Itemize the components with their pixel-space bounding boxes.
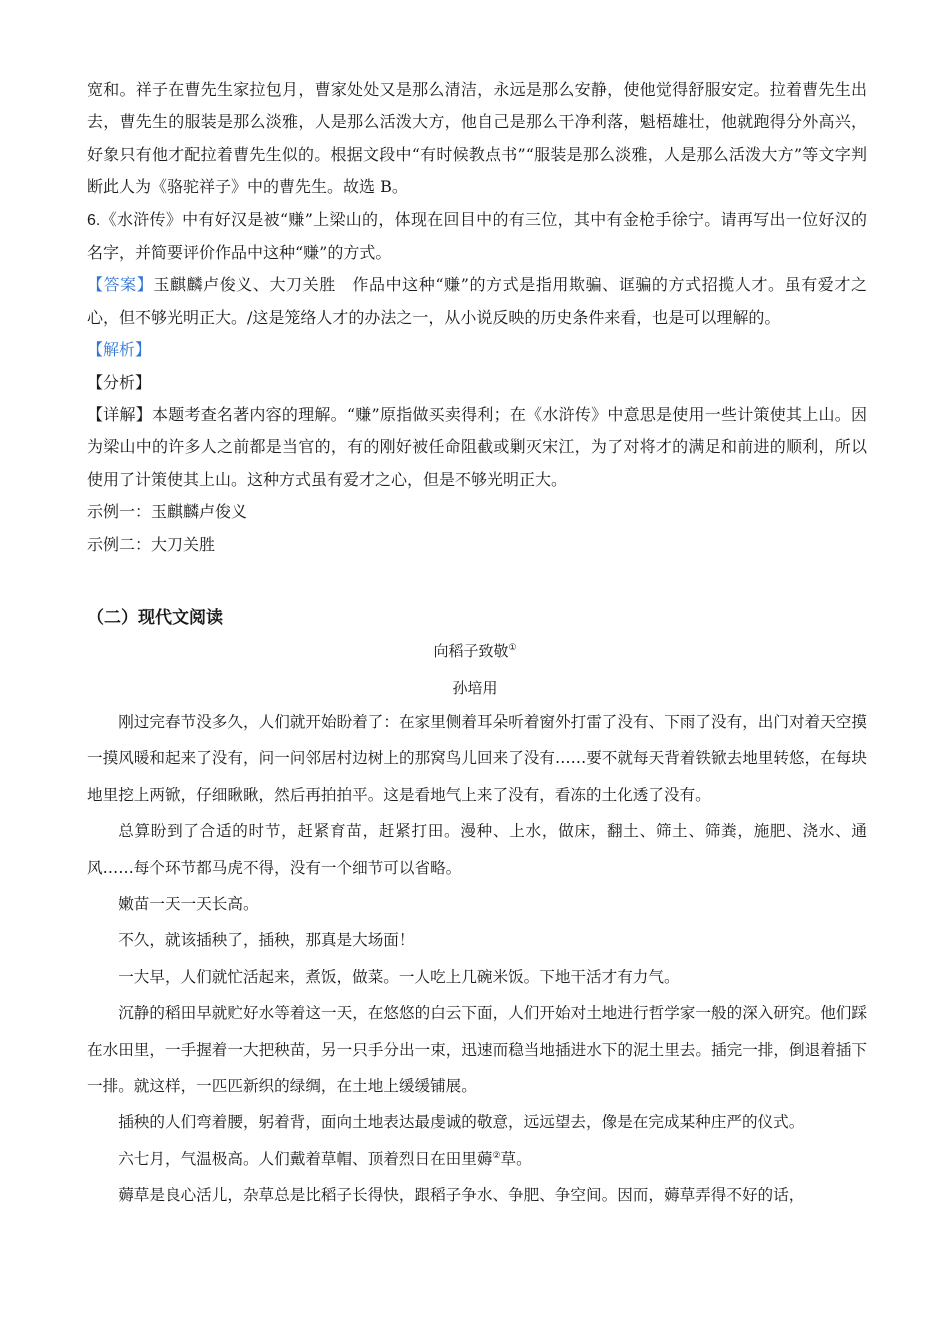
article-paragraph: 插秧的人们弯着腰，躬着背，面向土地表达最虔诚的敬意，远远望去，像是在完成某种庄严的仪式。 <box>118 1113 805 1132</box>
article-paragraph: 总算盼到了合适的时节，赶紧育苗，赶紧打田。漫种、上水，做床，翻土、筛土、筛粪，施肥、浇水、通风……每个环节都马虎不得，没有一个细节可以省略。 <box>87 822 867 877</box>
article-paragraph: 不久，就该插秧了，插秧，那真是大场面！ <box>118 931 415 950</box>
question-6-text: 《水浒传》中有好汉是被“赚”上梁山的，体现在回目中的有三位，其中有金枪手徐宁。请再写出一位好汉的名字，并简要评价作品中这种“赚”的方式。 <box>87 209 867 263</box>
question-number: 6. <box>87 211 101 229</box>
article-paragraph <box>87 1141 867 1177</box>
article-paragraph: 一大早，人们就忙活起来，煮饭，做菜。一人吃上几碗米饭。下地干活才有力气。 <box>118 967 680 986</box>
detail-paragraph <box>87 399 867 496</box>
jiexi-label: 【解析】 <box>87 340 152 360</box>
paragraph-8-b: 草。 <box>500 1149 532 1168</box>
article-body <box>87 704 867 1214</box>
footnote-mark-2: ② <box>492 1150 501 1161</box>
example-2: 示例二：大刀关胜 <box>87 534 216 554</box>
detail-text: 本题考查名著内容的理解。“赚”原指做买卖得利；在《水浒传》中意思是使用一些计策使其上山。因为梁山中的许多人之前都是当官的，有的刚好被任命阻截或剿灭宋江，为了对将才的满足和前进的顺利，所以使用了计策使其上山。这种方式虽有爱才之心，但是不够光明正大。 <box>87 405 867 489</box>
article-paragraph: 沉静的稻田早就贮好水等着这一天，在悠悠的白云下面，人们开始对土地进行哲学家一般的深入研究。他们踩在水田里，一手握着一大把秧苗，另一只手分出一束，迅速而稳当地插进水下的泥土里去。插完一排，倒退着插下一排。就这样，一匹匹新织的绿绸，在土地上缓缓铺展。 <box>87 1004 867 1096</box>
article-author: 孙培用 <box>452 679 498 697</box>
article-paragraph: 薅草是良心活儿，杂草总是比稻子长得快，跟稻子争水、争肥、争空间。因而，薅草弄得不好的话， <box>118 1186 805 1205</box>
title-footnote-mark: ① <box>508 643 517 653</box>
paragraph-8-a: 六七月，气温极高。人们戴着草帽、顶着烈日在田里薅 <box>118 1149 493 1168</box>
prev-analysis-paragraph: 宽和。祥子在曹先生家拉包月，曹家处处又是那么清洁，永远是那么安静，使他觉得舒服安定。拉着曹先生出去，曹先生的服装是那么淡雅，人是那么活泼大方，他自己是那么干净利落，魁梧雄壮，他就跑得分外高兴，好象只有他才配拉着曹先生似的。根据文段中“有时候教点书”“服装是那么淡雅，人是那么活泼大方”等文字判断此人为《骆驼祥子》中的曹先生。故选 B。 <box>87 80 867 197</box>
article-title <box>0 640 950 661</box>
example-1: 示例一：玉麒麟卢俊义 <box>87 502 248 522</box>
section-heading: （二）现代文阅读 <box>87 608 223 628</box>
question-6 <box>87 204 867 270</box>
answer-paragraph <box>87 269 867 334</box>
answer-section <box>87 74 867 561</box>
detail-label: 【详解】 <box>87 405 152 425</box>
article-paragraph: 刚过完春节没多久，人们就开始盼着了：在家里侧着耳朵听着窗外打雷了没有、下雨了没有，出门对着天空摸一摸风暖和起来了没有，问一问邻居村边树上的那窝鸟儿回来了没有……要不就每天背着铁锨去地里转悠，在每块地里挖上两锨，仔细瞅瞅，然后再拍拍平。这是看地气上来了没有，看冻的土化透了没有。 <box>87 713 867 804</box>
article-title-text: 向稻子致敬 <box>433 642 509 660</box>
answer-text: 玉麒麟卢俊义、大刀关胜 作品中这种“赚”的方式是指用欺骗、诓骗的方式招揽人才。虽有爱才之心，但不够光明正大。/这是笼络人才的办法之一，从小说反映的历史条件来看，也是可以理解的。 <box>87 275 867 327</box>
article-paragraph: 嫩苗一天一天长高。 <box>118 895 259 914</box>
answer-label: 【答案】 <box>87 275 154 295</box>
fenxi-label: 【分析】 <box>87 372 152 392</box>
